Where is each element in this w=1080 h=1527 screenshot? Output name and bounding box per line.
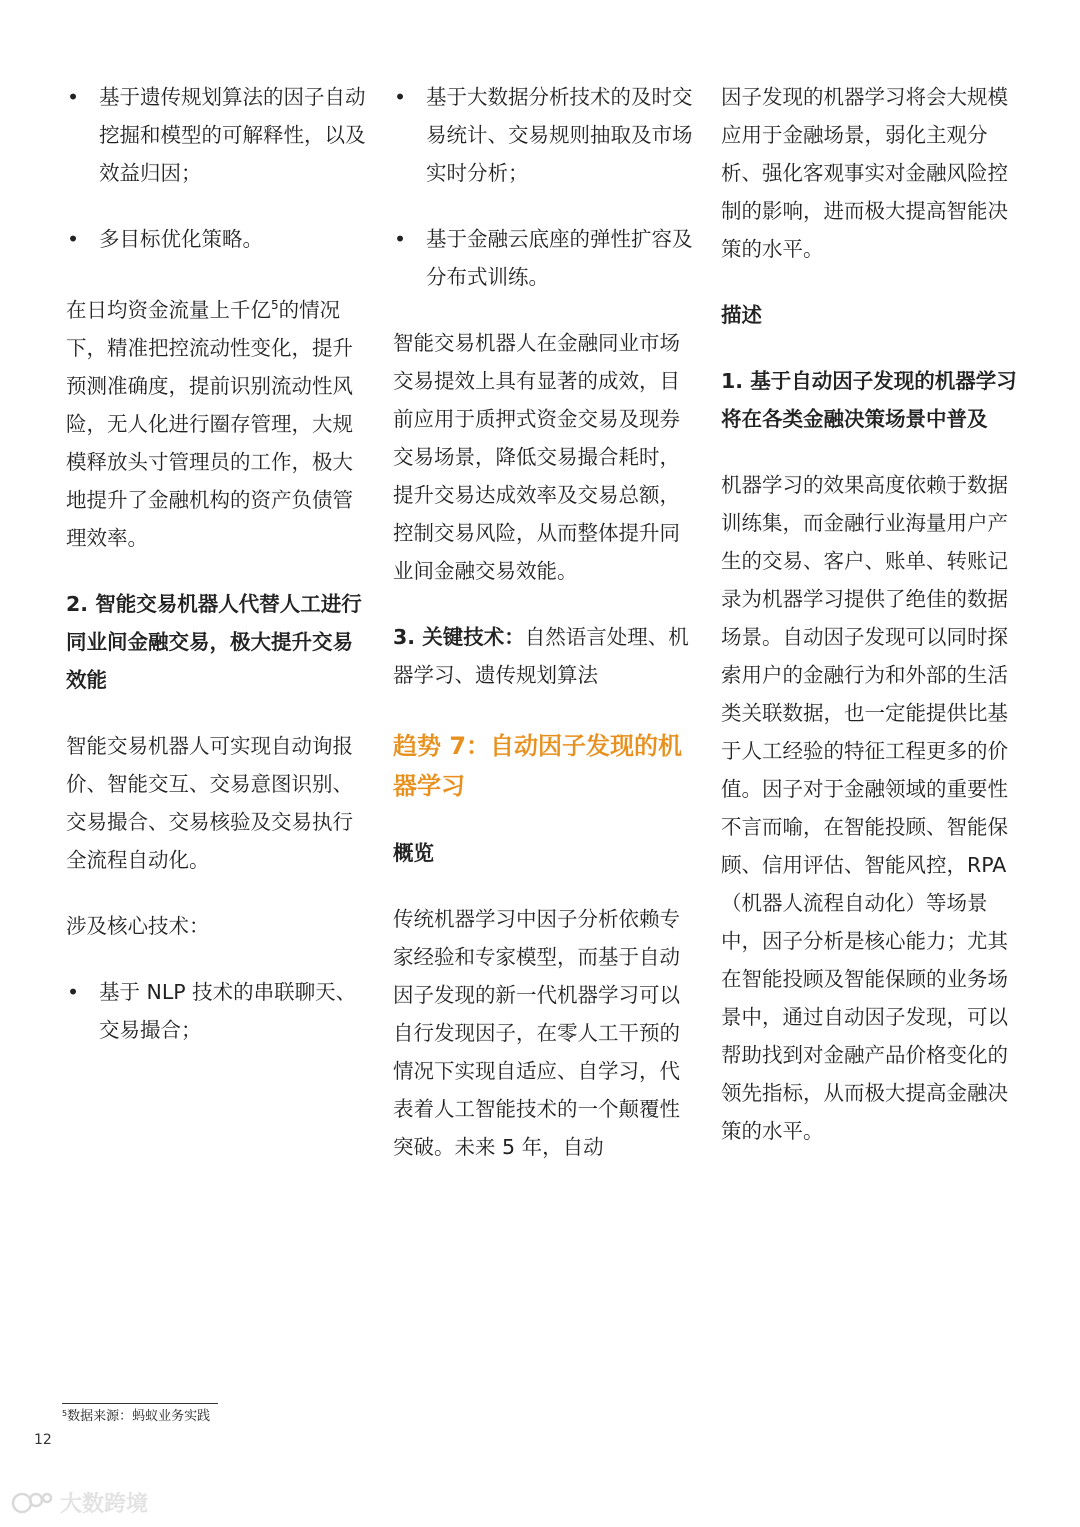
paragraph-trading-robot: 智能交易机器人可实现自动询报价、智能交互、交易意图识别、交易撮合、交易核验及交易执行全流程自动化。 bbox=[66, 733, 353, 872]
bullet-dot: • bbox=[67, 85, 80, 109]
paragraph-text: 的情况下，精准把控流动性变化，提升预测准确度，提前识别流动性风险，无人化进行圈存管理，大规模释放头寸管理员的工作，极大地提升了金融机构的资产负债管理效率。 bbox=[66, 297, 353, 550]
paragraph-effect: 智能交易机器人在金融同业市场交易提效上具有显著的成效，目前应用于质押式资金交易及现券交易场景，降低交易撮合耗时，提升交易达成效率及交易总额，控制交易风险，从而整体提升同业间金融交易效能。 bbox=[393, 331, 680, 583]
footnote-number: 5 bbox=[62, 1409, 68, 1418]
paragraph-text: 在日均资金流量上千亿 bbox=[66, 297, 271, 322]
bullet-dot: • bbox=[394, 227, 407, 251]
key-tech-label: 3. 关键技术： bbox=[393, 625, 525, 649]
footnote-text: 数据来源：蚂蚁业务实践 bbox=[67, 1409, 211, 1424]
bullet-dot: • bbox=[67, 979, 80, 1004]
page-number: 12 bbox=[34, 1432, 52, 1448]
bullet-list-core-tech-3 bbox=[393, 78, 693, 296]
watermark-text: 大数跨境 bbox=[60, 1492, 149, 1517]
list-item bbox=[393, 78, 693, 192]
overview-heading: 概览 bbox=[393, 841, 434, 865]
bullet-dot: • bbox=[394, 85, 407, 109]
trend-title: 趋势 7：自动因子发现的机器学习 bbox=[393, 732, 683, 800]
list-item bbox=[66, 973, 366, 1049]
bullet-text: 基于 NLP 技术的串联聊天、交易撮合； bbox=[99, 979, 357, 1042]
bullet-text: 多目标优化策略。 bbox=[99, 227, 263, 251]
bullet-dot: • bbox=[67, 227, 80, 251]
section-heading-1: 1. 基于自动因子发现的机器学习将在各类金融决策场景中普及 bbox=[721, 369, 1017, 431]
section-heading-2: 2. 智能交易机器人代替人工进行同业间金融交易，极大提升交易效能 bbox=[66, 591, 362, 692]
paragraph-overview-continued: 因子发现的机器学习将会大规模应用于金融场景，弱化主观分析、强化客观事实对金融风险控制的影响，进而极大提高智能决策的水平。 bbox=[721, 85, 1008, 261]
paragraph-overview: 传统机器学习中因子分析依赖专家经验和专家模型，而基于自动因子发现的新一代机器学习可以自行发现因子，在零人工干预的情况下实现自适应、自学习，代表着人工智能技术的一个颠覆性突破。未来 5 年，自动 bbox=[393, 907, 680, 1159]
bullet-text: 基于金融云底座的弹性扩容及分布式训练。 bbox=[426, 227, 693, 289]
list-item bbox=[66, 78, 366, 192]
watermark bbox=[10, 1487, 148, 1518]
bullet-text: 基于大数据分析技术的及时交易统计、交易规则抽取及市场实时分析； bbox=[426, 85, 693, 185]
column-3 bbox=[721, 78, 1021, 1150]
column-2 bbox=[393, 78, 693, 1166]
footnote bbox=[62, 1405, 210, 1426]
column-1 bbox=[66, 78, 366, 1049]
bullet-list-core-tech-2 bbox=[66, 973, 366, 1049]
list-item bbox=[66, 220, 366, 258]
list-item bbox=[393, 220, 693, 296]
paragraph-core-tech: 涉及核心技术： bbox=[66, 913, 210, 938]
watermark-logo-icon bbox=[10, 1488, 56, 1518]
description-heading: 描述 bbox=[721, 303, 762, 327]
paragraph-description: 机器学习的效果高度依赖于数据训练集，而金融行业海量用户产生的交易、客户、账单、转账记录为机器学习提供了绝佳的数据场景。自动因子发现可以同时探索用户的金融行为和外部的生活类关联数据，也一定能提供比基于人工经验的特征工程更多的价值。因子对于金融领域的重要性不言而喻，在智能投顾、智能保顾、信用评估、智能风控，RPA（机器人流程自动化）等场景中，因子分析是核心能力；尤其在智能投顾及智能保顾的业务场景中，通过自动因子发现，可以帮助找到对金融产品价格变化的领先指标，从而极大提高金融决策的水平。 bbox=[721, 473, 1008, 1143]
paragraph-key-tech bbox=[393, 618, 693, 694]
footnote-ref: 5 bbox=[271, 298, 279, 312]
footnote-divider bbox=[62, 1403, 218, 1404]
bullet-text: 基于遗传规划算法的因子自动挖掘和模型的可解释性，以及效益归因； bbox=[99, 85, 366, 185]
bullet-list-core-tech-1 bbox=[66, 78, 366, 258]
key-tech-text: 自然语言处理、机器学习、遗传规划算法 bbox=[393, 625, 689, 687]
paragraph-liquidity bbox=[66, 286, 366, 557]
